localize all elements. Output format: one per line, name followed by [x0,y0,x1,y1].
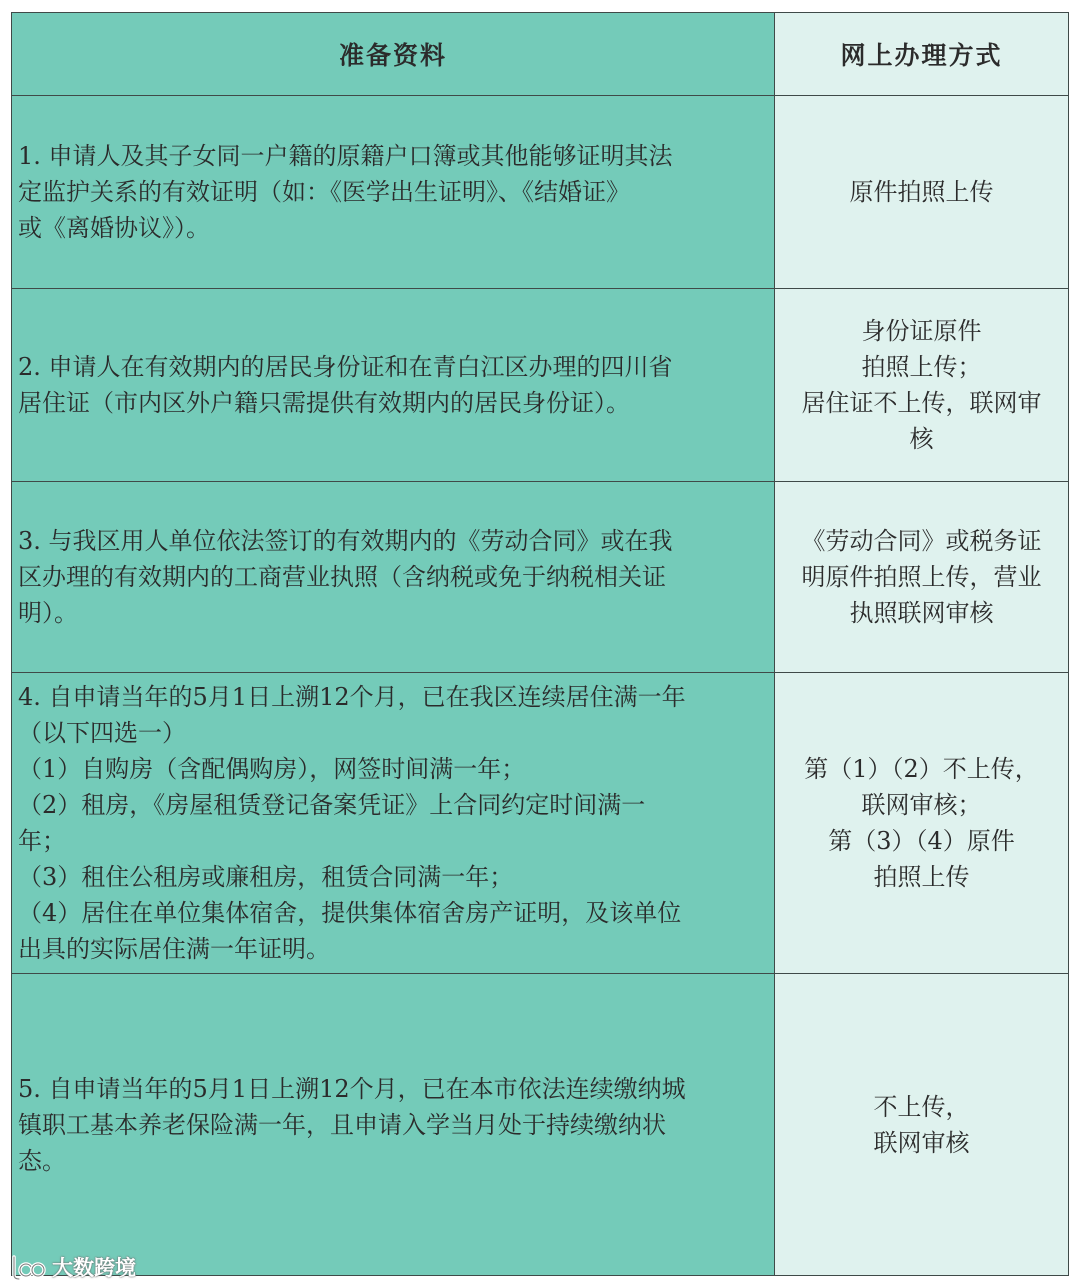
material-line: （3）租住公租房或廉租房，租赁合同满一年； [18,863,514,891]
material-cell [12,289,775,482]
material-cell [12,96,775,289]
method-line: 第（3）（4）原件 [828,827,1015,855]
material-line: 镇职工基本养老保险满一年，且申请入学当月处于持续缴纳状 [18,1110,666,1139]
material-line: （1）自购房（含配偶购房），网签时间满一年； [18,755,526,783]
material-cell [12,482,775,673]
method-line: 明原件拍照上传，营业 [801,563,1042,591]
material-line: （2）租房，《房屋租赁登记备案凭证》上合同约定时间满一 [18,791,646,819]
materials-table [11,12,1069,1276]
table-row [12,974,1069,1276]
table-row [12,482,1069,673]
material-line: 态。 [18,1146,66,1175]
method-line: 联网审核 [873,1128,970,1157]
material-line: 居住证（市内区外户籍只需提供有效期内的居民身份证）。 [18,389,630,417]
table-row [12,96,1069,289]
material-line: 年； [18,827,66,855]
method-cell [775,289,1069,482]
watermark-text: 大数跨境 [52,1256,136,1280]
material-cell [12,673,775,974]
material-line: 3. 与我区用人单位依法签订的有效期内的《劳动合同》或在我 [18,527,673,555]
material-line: （以下四选一） [18,719,186,747]
method-line: 拍照上传 [873,863,970,891]
method-line: 执照联网审核 [849,599,994,627]
watermark-logo-icon [6,1253,46,1281]
material-line: 5. 自申请当年的5月1日上溯12个月，已在本市依法连续缴纳城 [18,1074,686,1103]
header-online-method: 网上办理方式 [775,13,1069,96]
material-line: 区办理的有效期内的工商营业执照（含纳税或免于纳税相关证 [18,563,666,591]
method-line: 联网审核； [861,791,982,819]
method-line: 原件拍照上传 [849,178,994,206]
method-cell [775,974,1069,1276]
table-body [12,96,1069,1276]
method-cell [775,482,1069,673]
method-line: 居住证不上传，联网审 [801,389,1042,417]
watermark [6,1251,136,1283]
method-line: 拍照上传； [861,353,982,381]
method-line: 身份证原件 [861,317,982,345]
method-line: 《劳动合同》或税务证 [801,527,1042,555]
method-line: 核 [909,425,934,453]
material-line: 出具的实际居住满一年证明。 [18,935,330,963]
material-line: 1. 申请人及其子女同一户籍的原籍户口簿或其他能够证明其法 [18,142,673,170]
material-line: 或《离婚协议》）。 [18,214,210,242]
header-row [12,13,1069,96]
material-line: 4. 自申请当年的5月1日上溯12个月，已在我区连续居住满一年 [18,683,686,711]
material-line: 2. 申请人在有效期内的居民身份证和在青白江区办理的四川省 [18,353,673,381]
table-row [12,289,1069,482]
method-cell [775,673,1069,974]
material-line: 定监护关系的有效证明（如：《医学出生证明》、《结婚证》 [18,178,630,206]
table-row [12,673,1069,974]
method-line: 不上传， [873,1092,970,1121]
material-cell [12,974,775,1276]
material-line: （4）居住在单位集体宿舍，提供集体宿舍房产证明，及该单位 [18,899,682,927]
header-materials: 准备资料 [12,13,775,96]
method-cell [775,96,1069,289]
material-line: 明）。 [18,599,78,627]
method-line: 第（1）（2）不上传， [804,755,1039,783]
